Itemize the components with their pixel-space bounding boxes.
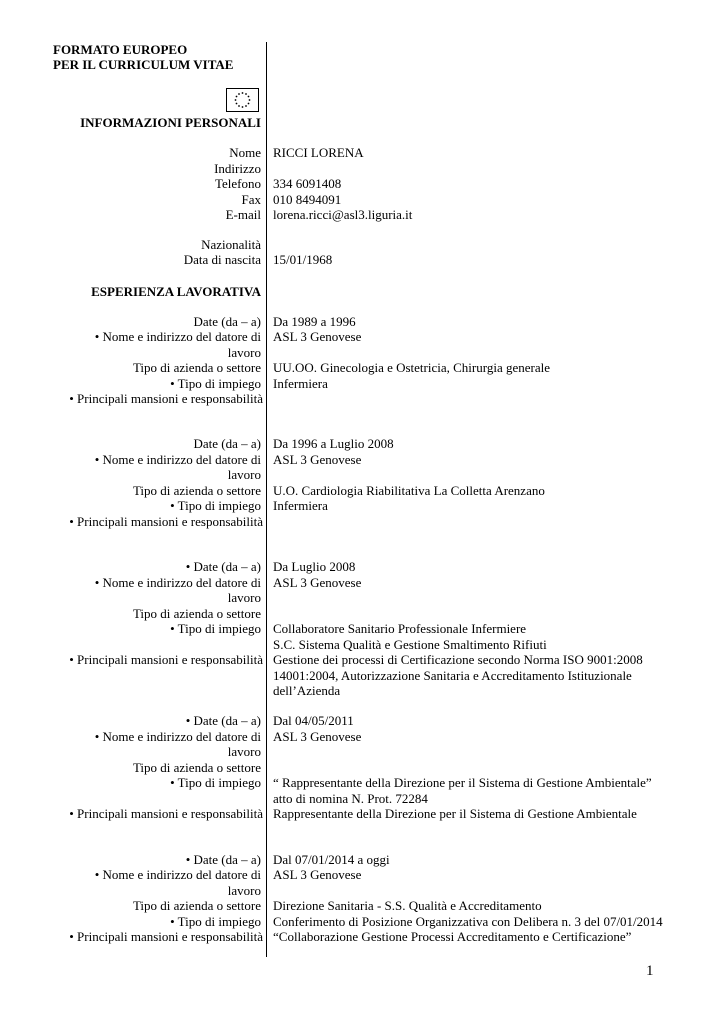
value-job-type-cont: S.C. Sistema Qualità e Gestione Smaltimento Rifiuti xyxy=(273,637,547,652)
label-sector: Tipo di azienda o settore xyxy=(132,760,261,775)
value-duties-cont: 14001:2004, Autorizzazione Sanitaria e Accreditamento Istituzionale xyxy=(273,668,632,683)
label-date: • Date (da – a) xyxy=(185,852,261,867)
label-job-type: • Tipo di impiego xyxy=(170,498,261,513)
label-employer: • Nome e indirizzo del datore di xyxy=(94,329,261,344)
value-duties-cont: dell’Azienda xyxy=(273,683,341,698)
value-sector: UU.OO. Ginecologia e Ostetricia, Chirurgia generale xyxy=(273,360,550,375)
label-duties: • Principali mansioni e responsabilità xyxy=(69,652,263,667)
label-employer-cont: lavoro xyxy=(227,883,261,898)
label-job-type: • Tipo di impiego xyxy=(170,914,261,929)
label-date: Date (da – a) xyxy=(193,314,261,329)
label-employer-cont: lavoro xyxy=(227,467,261,482)
label-employer: • Nome e indirizzo del datore di xyxy=(94,452,261,467)
value-duties: Gestione dei processi di Certificazione secondo Norma ISO 9001:2008 xyxy=(273,652,643,667)
value-employer: ASL 3 Genovese xyxy=(273,575,362,590)
value-telefono: 334 6091408 xyxy=(273,176,342,191)
value-sector: U.O. Cardiologia Riabilitativa La Colletta Arenzano xyxy=(273,483,545,498)
value-data-nascita: 15/01/1968 xyxy=(273,252,333,267)
value-job-type: Conferimento di Posizione Organizzativa con Delibera n. 3 del 07/01/2014 xyxy=(273,914,663,929)
label-nazionalita: Nazionalità xyxy=(201,237,261,252)
label-sector: Tipo di azienda o settore xyxy=(132,898,261,913)
document-header xyxy=(53,42,233,72)
value-employer: ASL 3 Genovese xyxy=(273,867,362,882)
label-employer: • Nome e indirizzo del datore di xyxy=(94,867,261,882)
label-sector: Tipo di azienda o settore xyxy=(132,483,261,498)
value-email: lorena.ricci@asl3.liguria.it xyxy=(273,207,413,222)
value-job-type: Collaboratore Sanitario Professionale Infermiere xyxy=(273,621,527,636)
label-fax: Fax xyxy=(241,192,261,207)
value-job-type: Infermiera xyxy=(273,498,328,513)
label-employer: • Nome e indirizzo del datore di xyxy=(94,729,261,744)
label-date: • Date (da – a) xyxy=(185,559,261,574)
page-number: 1 xyxy=(646,963,654,979)
label-duties: • Principali mansioni e responsabilità xyxy=(69,806,263,821)
value-nome: RICCI LORENA xyxy=(273,145,364,160)
label-date: Date (da – a) xyxy=(193,436,261,451)
label-duties: • Principali mansioni e responsabilità xyxy=(69,929,263,944)
section-title-experience: ESPERIENZA LAVORATIVA xyxy=(91,284,261,299)
label-sector: Tipo di azienda o settore xyxy=(132,606,261,621)
label-date: • Date (da – a) xyxy=(185,713,261,728)
label-email: E-mail xyxy=(225,207,261,222)
label-employer-cont: lavoro xyxy=(227,590,261,605)
label-telefono: Telefono xyxy=(214,176,261,191)
value-job-type-cont: atto di nomina N. Prot. 72284 xyxy=(273,791,428,806)
label-duties: • Principali mansioni e responsabilità xyxy=(69,514,263,529)
label-employer-cont: lavoro xyxy=(227,345,261,360)
value-duties: Rappresentante della Direzione per il Sistema di Gestione Ambientale xyxy=(273,806,637,821)
value-fax: 010 8494091 xyxy=(273,192,342,207)
label-job-type: • Tipo di impiego xyxy=(170,376,261,391)
value-employer: ASL 3 Genovese xyxy=(273,452,362,467)
value-employer: ASL 3 Genovese xyxy=(273,329,362,344)
label-duties: • Principali mansioni e responsabilità xyxy=(69,391,263,406)
label-data-nascita: Data di nascita xyxy=(183,252,261,267)
value-job-type: Infermiera xyxy=(273,376,328,391)
header-line-2: PER IL CURRICULUM VITAE xyxy=(53,57,234,72)
value-employer: ASL 3 Genovese xyxy=(273,729,362,744)
value-date: Dal 07/01/2014 a oggi xyxy=(273,852,390,867)
section-title-personal: INFORMAZIONI PERSONALI xyxy=(80,115,261,130)
label-employer-cont: lavoro xyxy=(227,744,261,759)
label-job-type: • Tipo di impiego xyxy=(170,775,261,790)
label-nome: Nome xyxy=(229,145,261,160)
value-date: Da 1996 a Luglio 2008 xyxy=(273,436,394,451)
value-date: Da Luglio 2008 xyxy=(273,559,356,574)
column-divider xyxy=(266,42,267,957)
value-date: Dal 04/05/2011 xyxy=(273,713,354,728)
label-employer: • Nome e indirizzo del datore di xyxy=(94,575,261,590)
value-date: Da 1989 a 1996 xyxy=(273,314,356,329)
label-job-type: • Tipo di impiego xyxy=(170,621,261,636)
value-duties: “Collaborazione Gestione Processi Accreditamento e Certificazione” xyxy=(273,929,632,944)
label-indirizzo: Indirizzo xyxy=(214,161,261,176)
value-job-type: “ Rappresentante della Direzione per il Sistema di Gestione Ambientale” xyxy=(273,775,652,790)
header-line-1: FORMATO EUROPEO xyxy=(53,42,188,57)
eu-flag-icon xyxy=(226,88,259,112)
label-sector: Tipo di azienda o settore xyxy=(132,360,261,375)
value-sector: Direzione Sanitaria - S.S. Qualità e Accreditamento xyxy=(273,898,542,913)
